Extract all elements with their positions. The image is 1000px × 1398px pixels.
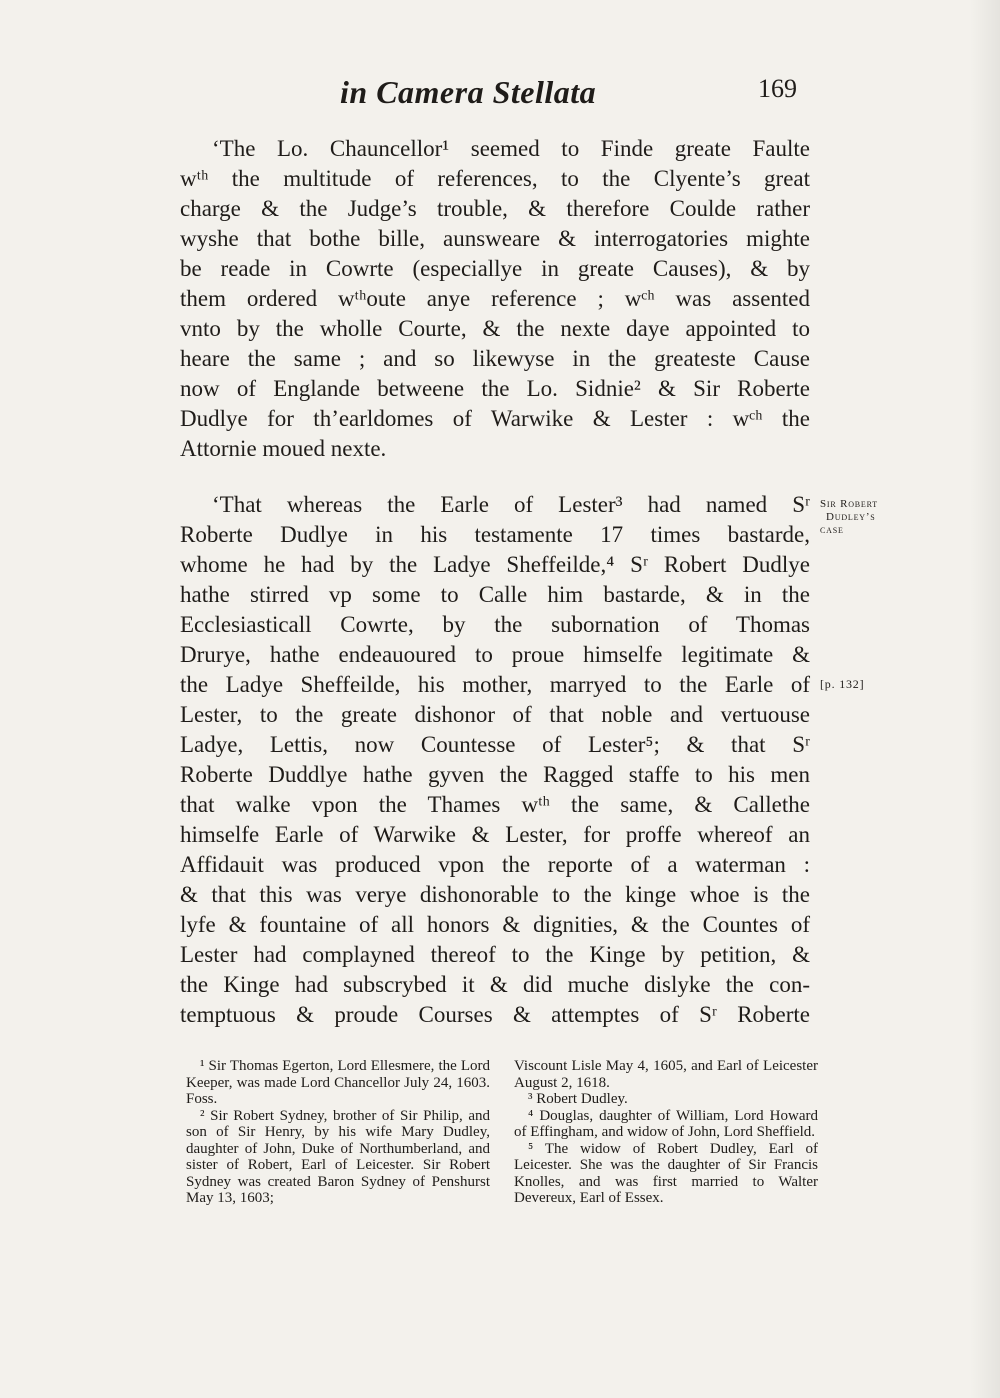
text-line: be reade in Cowrte (especiallye in greate Causes), & by — [180, 256, 810, 281]
text-line: lyfe & fountaine of all honors & dignities, & the Countes of — [180, 912, 810, 937]
text-line: Roberte Dudlye in his testamente 17 times bastarde, — [180, 522, 810, 547]
text-line: now of Englande betweene the Lo. Sidnie² & Sir Roberte — [180, 376, 810, 401]
text-line: charge & the Judge’s trouble, & therefore Coulde rather — [180, 196, 810, 221]
page-edge-shadow — [970, 0, 1000, 1398]
text-line: Ecclesiasticall Cowrte, by the subornation of Thomas — [180, 612, 810, 637]
footnote-continuation: Viscount Lisle May 4, 1605, and Earl of Leicester August 2, 1618. — [514, 1058, 818, 1091]
text-line: wyshe that bothe bille, aunsweare & interrogatories mighte — [180, 226, 810, 251]
footnote: ² Sir Robert Sydney, brother of Sir Philip, and son of Sir Henry, by his wife Mary Dudley, daughter of John, Duke of Northumberland, and sister of Robert, Earl of Leicester. Sir Robert Sydney was created Baron Sydney of Penshurst May 13, 1603; — [186, 1107, 490, 1206]
sidenote-line: case — [820, 524, 844, 536]
sidenote — [820, 498, 878, 537]
footnotes-right-column — [514, 1058, 818, 1207]
footnote: ⁴ Douglas, daughter of William, Lord Howard of Effingham, and widow of John, Lord Sheffield. — [514, 1107, 818, 1140]
text-line: Dudlye for th’earldomes of Warwike & Lester : wᶜʰ the — [180, 406, 810, 431]
text-line: himselfe Earle of Warwike & Lester, for proffe whereof an — [180, 822, 810, 847]
text-line: that walke vpon the Thames wᵗʰ the same, & Callethe — [180, 792, 810, 817]
text-line: wᵗʰ the multitude of references, to the Clyente’s great — [180, 166, 810, 191]
text-line: Lester had complayned thereof to the Kinge by petition, & — [180, 942, 810, 967]
text-line: Ladye, Lettis, now Countesse of Lester⁵; & that Sʳ — [180, 732, 810, 757]
text-line: the Ladye Sheffeilde, his mother, marryed to the Earle of — [180, 672, 810, 697]
sidenote-line: Sir Robert — [820, 498, 878, 510]
text-line: ‘The Lo. Chauncellor¹ seemed to Finde greate Faulte — [212, 136, 810, 161]
text-line: the Kinge had subscrybed it & did muche dislyke the con- — [180, 972, 810, 997]
text-line: temptuous & proude Courses & attemptes of Sʳ Roberte — [180, 1002, 810, 1027]
text-line: Roberte Duddlye hathe gyven the Ragged staffe to his men — [180, 762, 810, 787]
sidenote-line: Dudley’s — [826, 511, 876, 523]
text-line: heare the same ; and so likewyse in the greateste Cause — [180, 346, 810, 371]
text-line: whome he had by the Ladye Sheffeilde,⁴ Sʳ Robert Dudlye — [180, 552, 810, 577]
text-line: ‘That whereas the Earle of Lester³ had named Sʳ — [212, 492, 810, 517]
footnotes-left-column — [186, 1058, 490, 1207]
running-title: in Camera Stellata — [340, 74, 597, 110]
page-reference: [p. 132] — [820, 677, 865, 691]
text-line: Lester, to the greate dishonor of that noble and vertuouse — [180, 702, 810, 727]
footnote: ¹ Sir Thomas Egerton, Lord Ellesmere, the Lord Keeper, was made Lord Chancellor July 24, 1603. Foss. — [186, 1058, 490, 1107]
footnote: ⁵ The widow of Robert Dudley, Earl of Leicester. She was the daughter of Sir Francis Knolles, and was first married to Walter Devereux, Earl of Essex. — [514, 1140, 818, 1206]
footnote: ³ Robert Dudley. — [528, 1091, 628, 1107]
text-line: hathe stirred vp some to Calle him bastarde, & in the — [180, 582, 810, 607]
text-line: Drurye, hathe endeauoured to proue himselfe legitimate & — [180, 642, 810, 667]
text-line: & that this was verye dishonorable to the kinge whoe is the — [180, 882, 810, 907]
text-line: them ordered wᵗʰoute anye reference ; wᶜʰ was assented — [180, 286, 810, 311]
page-number: 169 — [758, 74, 797, 103]
text-line: Affidauit was produced vpon the reporte of a waterman : — [180, 852, 810, 877]
text-line: vnto by the wholle Courte, & the nexte daye appointed to — [180, 316, 810, 341]
text-line: Attornie moued nexte. — [180, 436, 387, 461]
